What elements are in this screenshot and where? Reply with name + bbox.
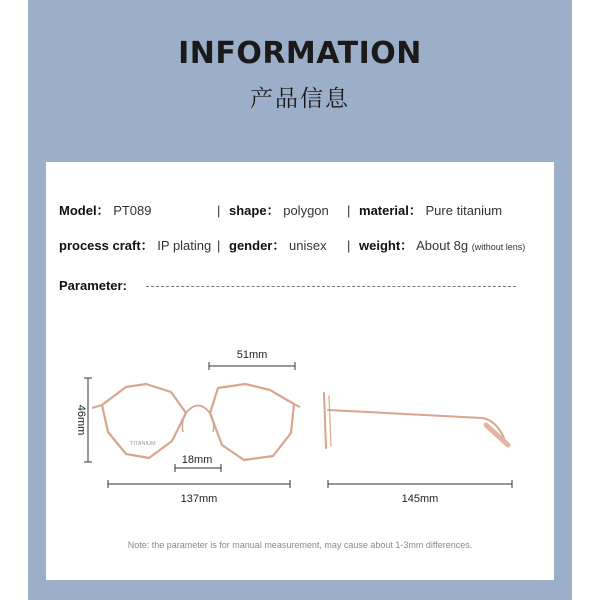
gender-label: gender： (229, 238, 286, 253)
model-label: Model： (59, 203, 110, 218)
temple-arm (328, 410, 504, 438)
right-end-piece (294, 404, 300, 407)
bridge (186, 406, 210, 414)
lens-width-label: 51mm (236, 349, 268, 361)
front-rim-side (324, 393, 326, 448)
glasses-diagram (46, 162, 554, 580)
separator: | (217, 203, 221, 218)
left-end-piece (92, 405, 102, 408)
model-value: PT089 (113, 203, 152, 218)
gender-value: unisex (288, 238, 327, 253)
measurement-note: Note: the parameter is for manual measurement, may cause about 1-3mm differences. (127, 540, 473, 550)
material-label: material： (359, 203, 422, 218)
nose-pad-left (182, 414, 185, 432)
separator: | (217, 238, 221, 253)
right-lens-rim (210, 384, 294, 460)
side-view (324, 393, 508, 448)
frame-width-dimension (108, 480, 290, 505)
weight-note: (without lens) (471, 242, 526, 252)
weight-label: weight： (359, 238, 414, 253)
craft-value: IP plating (157, 238, 212, 253)
frame-width-label: 137mm (180, 493, 218, 505)
shape-value: polygon (283, 203, 329, 218)
info-card (46, 162, 554, 580)
temple-length-label: 145mm (401, 493, 439, 505)
nose-pad-right (211, 414, 214, 432)
page-subtitle: 产品信息 (250, 86, 350, 112)
lens-height-dimension (75, 378, 92, 462)
front-frame (92, 384, 300, 460)
shape-label: shape： (229, 203, 280, 218)
craft-label: process craft： (59, 238, 154, 253)
weight-value: About 8g (416, 238, 469, 253)
lens-width-dimension (209, 349, 295, 370)
lens-height-label: 46mm (75, 404, 87, 436)
page-title: INFORMATION (178, 36, 422, 71)
temple-length-dimension (328, 480, 512, 505)
frame-marking: TITANIUM (130, 441, 156, 447)
separator: | (347, 203, 351, 218)
parameter-label: Parameter: (59, 278, 127, 293)
bridge-label: 18mm (181, 454, 213, 466)
bridge-dimension (175, 454, 221, 472)
material-value: Pure titanium (425, 203, 503, 218)
separator: | (347, 238, 351, 253)
